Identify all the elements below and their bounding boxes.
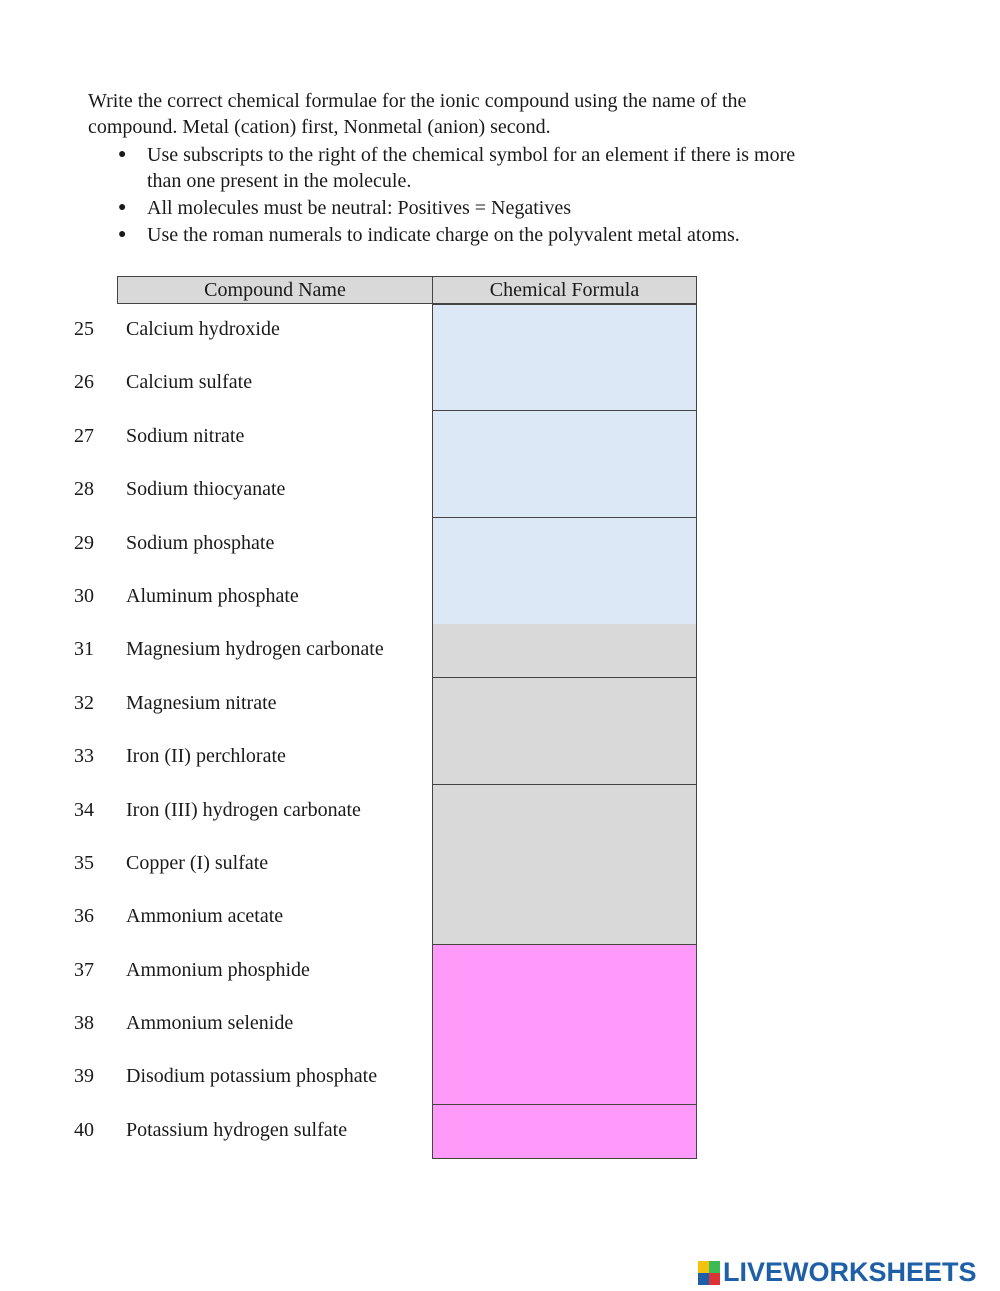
table-row (0, 998, 1000, 1051)
formula-answer-field[interactable] (432, 357, 697, 411)
compound-name: Copper (I) sulfate (126, 851, 269, 874)
liveworksheets-wordmark: LIVEWORKSHEETS (723, 1257, 977, 1287)
question-number: 34 (74, 798, 94, 821)
question-number: 31 (74, 638, 94, 661)
question-number: 27 (74, 424, 94, 447)
bullet-icon: ● (118, 227, 127, 242)
question-number: 40 (74, 1118, 94, 1141)
question-number: 35 (74, 851, 94, 874)
compound-name: Calcium hydroxide (126, 318, 280, 340)
bullet-icon: ● (118, 200, 127, 215)
question-number: 32 (74, 691, 94, 714)
bullet-text-continued: than one present in the molecule. (147, 170, 412, 192)
question-number: 33 (74, 745, 94, 768)
formula-answer-field[interactable] (432, 304, 697, 358)
instruction-bullets (88, 142, 908, 248)
compound-name-header: Compound Name (117, 276, 433, 304)
question-number: 25 (74, 318, 94, 340)
bullet-item (88, 222, 908, 248)
question-number: 28 (74, 478, 94, 501)
compound-table (0, 304, 1000, 1158)
liveworksheets-brand (698, 1257, 977, 1288)
table-row (0, 624, 1000, 677)
formula-answer-field[interactable] (432, 731, 697, 785)
compound-name: Iron (III) hydrogen carbonate (126, 798, 361, 821)
bullet-item (88, 195, 908, 221)
question-number: 37 (74, 958, 94, 981)
compound-name: Potassium hydrogen sulfate (126, 1118, 348, 1141)
table-row (0, 464, 1000, 517)
table-row (0, 1051, 1000, 1104)
chemical-formula-header: Chemical Formula (432, 276, 697, 304)
formula-answer-field[interactable] (432, 624, 697, 678)
table-row (0, 678, 1000, 731)
compound-name: Ammonium acetate (126, 905, 284, 928)
compound-name: Ammonium selenide (126, 1012, 294, 1035)
table-row (0, 731, 1000, 784)
bullet-text: Use the roman numerals to indicate charge on the polyvalent metal atoms. (147, 224, 740, 246)
liveworksheets-logo-icon (698, 1261, 720, 1285)
question-number: 36 (74, 905, 94, 928)
question-number: 38 (74, 1012, 94, 1035)
formula-answer-field[interactable] (432, 945, 697, 999)
compound-name: Sodium phosphate (126, 531, 275, 554)
formula-answer-field[interactable] (432, 411, 697, 465)
compound-name: Sodium nitrate (126, 424, 245, 447)
question-number: 30 (74, 584, 94, 607)
compound-name: Sodium thiocyanate (126, 478, 286, 501)
table-row (0, 945, 1000, 998)
compound-name: Aluminum phosphate (126, 584, 299, 607)
formula-answer-field[interactable] (432, 1105, 697, 1159)
formula-answer-field[interactable] (432, 891, 697, 945)
compound-name: Iron (II) perchlorate (126, 745, 286, 768)
formula-answer-field[interactable] (432, 518, 697, 572)
formula-answer-field[interactable] (432, 1051, 697, 1105)
instruction-line-1: Write the correct chemical formulae for the ionic compound using the name of the (88, 90, 747, 112)
table-row (0, 571, 1000, 624)
table-row (0, 891, 1000, 944)
table-row (0, 411, 1000, 464)
table-row (0, 357, 1000, 410)
bullet-item (88, 142, 908, 194)
question-number: 29 (74, 531, 94, 554)
table-row (0, 518, 1000, 571)
bullet-icon: ● (118, 147, 127, 162)
table-header (117, 276, 697, 304)
formula-answer-field[interactable] (432, 785, 697, 839)
formula-answer-field[interactable] (432, 464, 697, 518)
instruction-line-2: compound. Metal (cation) first, Nonmetal (anion) second. (88, 116, 551, 138)
bullet-text: Use subscripts to the right of the chemical symbol for an element if there is more (147, 144, 796, 166)
bullet-text: All molecules must be neutral: Positives = Negatives (147, 197, 571, 219)
question-number: 26 (74, 371, 94, 394)
table-row (0, 838, 1000, 891)
formula-answer-field[interactable] (432, 678, 697, 732)
table-row (0, 304, 1000, 357)
instructions (88, 88, 908, 249)
compound-name: Disodium potassium phosphate (126, 1065, 378, 1088)
table-row (0, 1105, 1000, 1158)
question-number: 39 (74, 1065, 94, 1088)
compound-name: Magnesium nitrate (126, 691, 277, 714)
formula-answer-field[interactable] (432, 998, 697, 1052)
formula-answer-field[interactable] (432, 571, 697, 625)
compound-name: Ammonium phosphide (126, 958, 310, 981)
compound-name: Calcium sulfate (126, 371, 253, 394)
compound-name: Magnesium hydrogen carbonate (126, 638, 384, 661)
table-row (0, 785, 1000, 838)
formula-answer-field[interactable] (432, 838, 697, 892)
